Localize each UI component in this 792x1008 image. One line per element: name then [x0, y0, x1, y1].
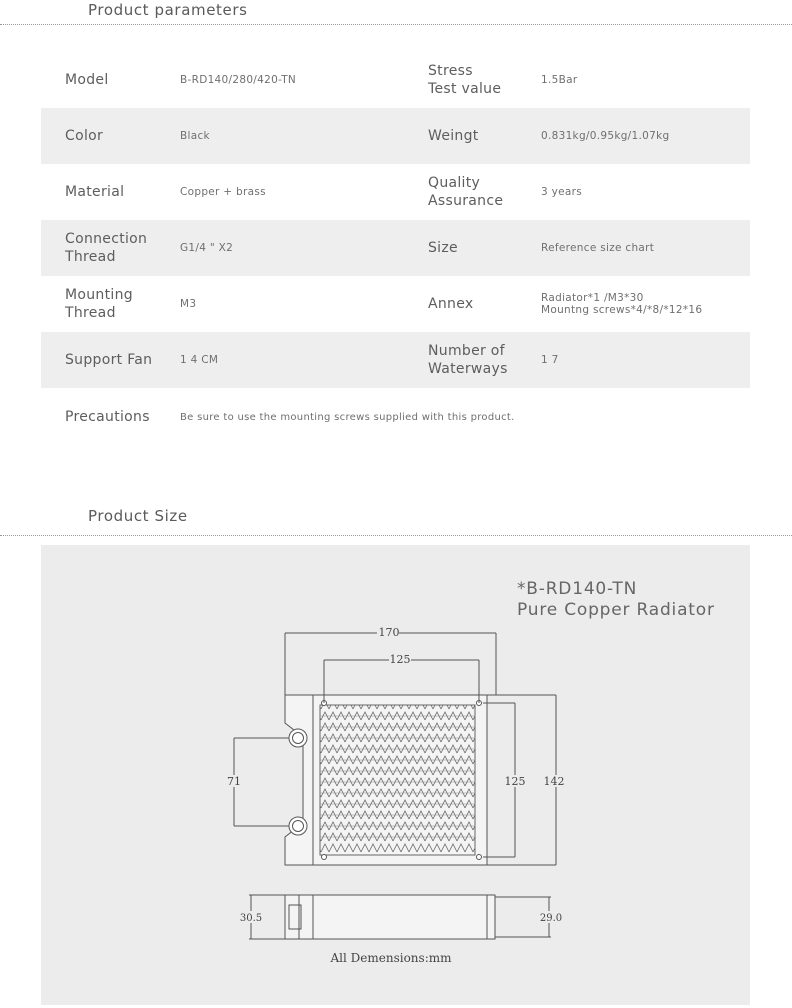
section-title-parameters: Product parameters: [88, 1, 248, 19]
param-value: 1 4 CM: [180, 354, 219, 366]
param-value: 1.5Bar: [541, 74, 578, 86]
param-value: 3 years: [541, 186, 583, 198]
param-value: Radiator*1 /M3*30 Mountng screws*4/*8/*12*16: [541, 292, 703, 316]
parameter-row: [41, 108, 750, 164]
end-tank: [285, 695, 313, 865]
dim-port-spacing: 71: [227, 775, 241, 788]
dim-thickness-right: 29.0: [539, 913, 563, 924]
parameter-row: [41, 220, 750, 276]
side-view: [285, 895, 495, 939]
param-label: Annex: [428, 296, 474, 312]
param-value: 0.831kg/0.95kg/1.07kg: [541, 130, 670, 142]
param-label: Color: [65, 128, 104, 144]
param-value: 1 7: [541, 354, 559, 366]
mount-hole: [322, 855, 327, 860]
param-value: B-RD140/280/420-TN: [180, 74, 297, 86]
radiator-drawing: [41, 545, 750, 1005]
param-label: Mounting Thread: [65, 287, 133, 321]
parameter-row: [41, 164, 750, 220]
product-size-panel: [41, 545, 750, 1005]
param-label: Material: [65, 184, 125, 200]
dim-thickness-left: 30.5: [239, 913, 263, 924]
param-value: Copper + brass: [180, 186, 266, 198]
param-value: Reference size chart: [541, 242, 655, 254]
param-value: Black: [180, 130, 210, 142]
param-value: G1/4 " X2: [180, 242, 234, 254]
dimensions-caption: All Demensions:mm: [330, 951, 452, 965]
outlet-port: [289, 817, 307, 835]
precautions-label: Precautions: [65, 409, 150, 425]
section-divider: [0, 24, 792, 25]
param-label: Quality Assurance: [428, 175, 504, 209]
section-title-size: Product Size: [88, 507, 188, 525]
dim-width-core: 125: [389, 653, 411, 666]
param-label: Support Fan: [65, 352, 153, 368]
parameters-table: [41, 52, 750, 388]
parameter-row: [41, 276, 750, 332]
radiator-core: [320, 705, 475, 855]
precautions-text: Be sure to use the mounting screws supplied with this product.: [180, 412, 515, 423]
param-label: Size: [428, 240, 458, 256]
param-label: Model: [65, 72, 109, 88]
param-value: M3: [180, 298, 197, 310]
param-label: Weingt: [428, 128, 479, 144]
dim-height-core: 125: [504, 775, 526, 788]
precautions-row: [41, 396, 750, 438]
param-label: Stress Test value: [428, 63, 502, 97]
mount-hole: [477, 855, 482, 860]
parameter-row: [41, 52, 750, 108]
dim-width-total: 170: [378, 626, 400, 639]
model-name: *B-RD140-TN: [517, 579, 638, 599]
parameter-row: [41, 332, 750, 388]
param-label: Number of Waterways: [428, 343, 508, 377]
param-label: Connection Thread: [65, 231, 148, 265]
section-divider: [0, 535, 792, 536]
dim-height-total: 142: [543, 775, 565, 788]
model-description: Pure Copper Radiator: [517, 600, 715, 620]
inlet-port: [289, 729, 307, 747]
